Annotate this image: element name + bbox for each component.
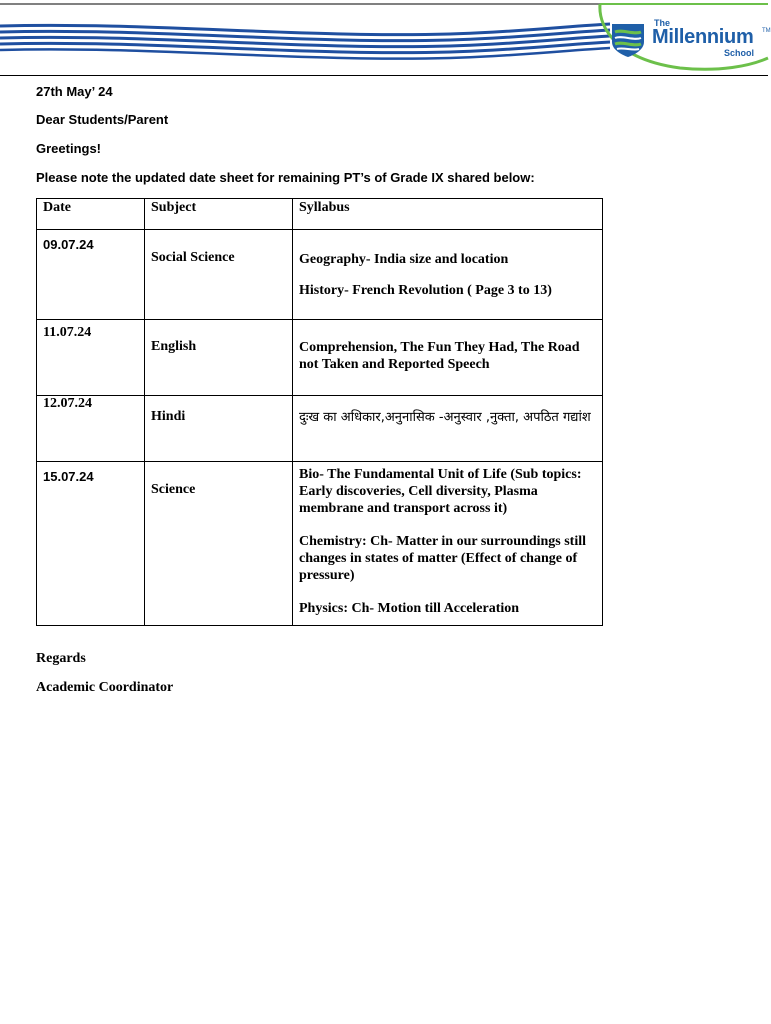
crest-icon — [610, 20, 646, 58]
syllabus-item: Bio- The Fundamental Unit of Life (Sub topics: Early discoveries, Cell diversity, Plasma membrane and transport across it) — [299, 467, 582, 516]
syllabus-item: Geography- India size and location — [299, 252, 509, 267]
table-row — [37, 320, 603, 396]
greeting: Greetings! — [36, 141, 102, 156]
row-subject: Hindi — [151, 409, 186, 424]
syllabus-item: Chemistry: Ch- Matter in our surroundings still changes in states of matter (Effect of change of pressure) — [299, 534, 587, 583]
table-row — [37, 230, 603, 320]
row-date: 09.07.24 — [43, 237, 94, 252]
logo-the: The — [654, 18, 671, 28]
date-sheet-table — [36, 198, 603, 626]
table-header-row — [37, 199, 603, 230]
row-subject: Social Science — [151, 250, 235, 265]
row-date: 15.07.24 — [43, 469, 94, 484]
table-row — [37, 396, 603, 462]
letter-date: 27th May’ 24 — [36, 84, 113, 99]
syllabus-item: दुःख का अधिकार,अनुनासिक -अनुस्वार ,नुक्ता, अपठित गद्यांश — [299, 410, 591, 425]
header-syllabus: Syllabus — [293, 199, 603, 230]
syllabus-item: History- French Revolution ( Page 3 to 13) — [299, 283, 552, 298]
signatory: Academic Coordinator — [36, 680, 174, 695]
note: Please note the updated date sheet for remaining PT’s of Grade IX shared below: — [36, 170, 535, 185]
logo-name: Millennium — [652, 26, 754, 48]
regards: Regards — [36, 651, 86, 666]
table-row — [37, 462, 603, 626]
syllabus-item: Physics: Ch- Motion till Acceleration — [299, 601, 520, 616]
logo-tm: TM — [762, 28, 771, 34]
header-rule — [0, 75, 768, 76]
header-date: Date — [37, 199, 145, 230]
logo-school: School — [724, 48, 755, 58]
row-subject: Science — [151, 482, 196, 497]
row-subject: English — [151, 339, 197, 354]
row-date: 12.07.24 — [43, 396, 92, 411]
header-subject: Subject — [145, 199, 293, 230]
salutation: Dear Students/Parent — [36, 112, 169, 127]
row-date: 11.07.24 — [43, 325, 92, 340]
syllabus-item: Comprehension, The Fun They Had, The Road not Taken and Reported Speech — [299, 340, 580, 372]
school-logo — [606, 12, 771, 66]
